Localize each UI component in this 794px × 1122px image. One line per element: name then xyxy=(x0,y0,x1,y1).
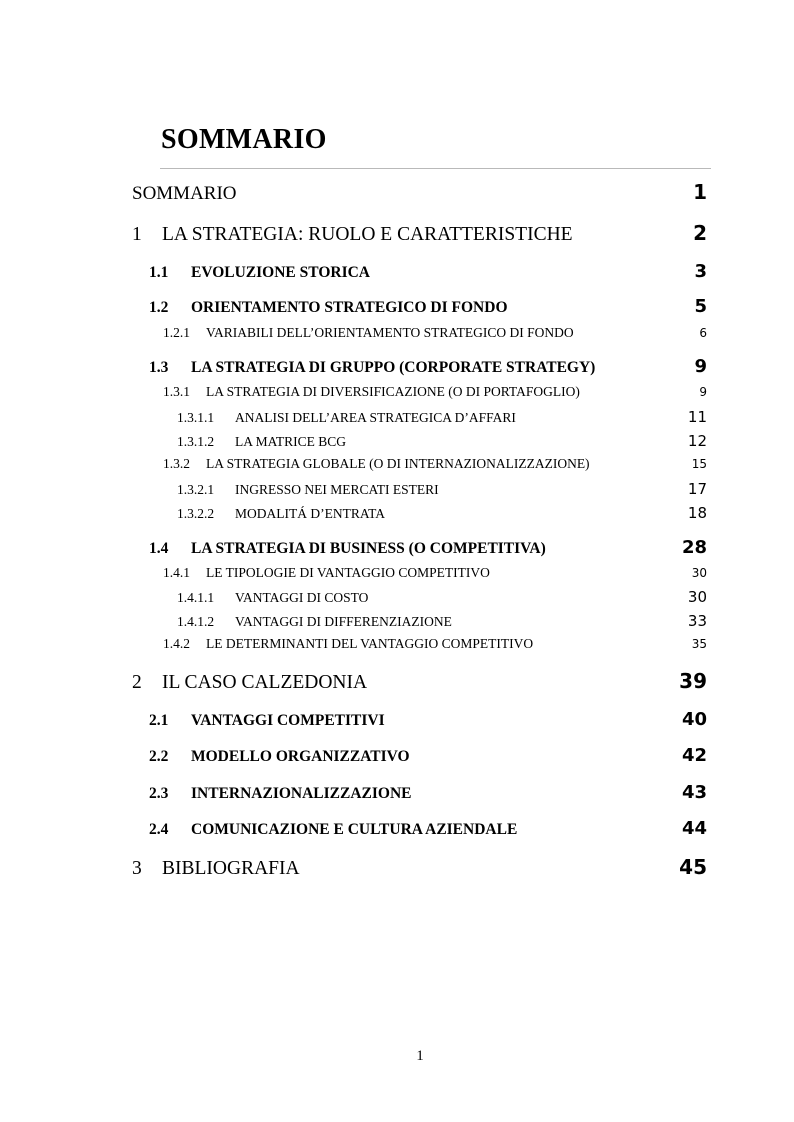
toc-number: 1.2.1 xyxy=(163,325,190,340)
toc-label: LA STRATEGIA DI BUSINESS (O COMPETITIVA) xyxy=(191,540,546,557)
toc-page: 33 xyxy=(687,612,707,630)
toc-label: COMUNICAZIONE E CULTURA AZIENDALE xyxy=(191,821,518,838)
toc-label: ORIENTAMENTO STRATEGICO DI FONDO xyxy=(191,299,508,316)
toc-page: 39 xyxy=(679,669,707,693)
toc-label: VARIABILI DELL’ORIENTAMENTO STRATEGICO DI FONDO xyxy=(206,325,574,340)
toc-page: 9 xyxy=(699,385,707,399)
toc-label: BIBLIOGRAFIA xyxy=(162,858,300,879)
toc-page: 43 xyxy=(681,782,707,803)
toc-page: 40 xyxy=(681,709,707,730)
toc-number: 1.1 xyxy=(149,264,169,281)
toc-label: LA MATRICE BCG xyxy=(235,434,347,449)
toc-page: 6 xyxy=(699,326,707,340)
toc-label: MODELLO ORGANIZZATIVO xyxy=(191,748,410,765)
toc-number: 1.3.1 xyxy=(163,384,190,399)
toc-number: 2.1 xyxy=(149,712,169,729)
toc-number: 1.3.2 xyxy=(163,456,190,471)
toc-number: 1.2 xyxy=(149,299,169,316)
toc-number: 1.3.2.1 xyxy=(177,482,215,497)
toc-entry-chapter-3[interactable] xyxy=(132,855,707,880)
toc-number: 2.2 xyxy=(149,748,169,765)
toc-label: MODALITÁ D’ENTRATA xyxy=(235,506,386,521)
toc-number: 1.3.1.1 xyxy=(177,410,215,425)
toc-entry-subsection-1-3-1[interactable] xyxy=(163,384,707,400)
toc-page: 45 xyxy=(679,855,707,879)
toc-entry-sommario[interactable] xyxy=(132,180,707,205)
toc-entry-subsection-1-2-1[interactable] xyxy=(163,325,707,341)
toc-page: 18 xyxy=(687,504,707,522)
toc-number: 1.4.1.1 xyxy=(177,590,215,605)
toc-page: 17 xyxy=(687,480,707,498)
toc-label: VANTAGGI DI COSTO xyxy=(235,590,369,605)
toc-number: 1.4.1 xyxy=(163,565,190,580)
toc-entry-subsubsection-1-3-2-1[interactable] xyxy=(177,480,707,498)
toc-page: 11 xyxy=(687,408,707,426)
toc-entry-subsection-1-4-2[interactable] xyxy=(163,636,707,652)
toc-entry-section-1-3[interactable] xyxy=(149,356,707,377)
toc-page: 9 xyxy=(694,356,707,377)
toc-page: 30 xyxy=(691,566,707,580)
toc-number: 1.4.2 xyxy=(163,636,190,651)
page-number: 1 xyxy=(416,1048,424,1064)
toc-entry-subsubsection-1-3-1-1[interactable] xyxy=(177,408,707,426)
toc-label: IL CASO CALZEDONIA xyxy=(162,672,368,693)
toc-label: VANTAGGI DI DIFFERENZIAZIONE xyxy=(235,614,452,629)
toc-number: 1.4.1.2 xyxy=(177,614,215,629)
toc-label: VANTAGGI COMPETITIVI xyxy=(191,712,385,729)
toc-entry-subsubsection-1-3-1-2[interactable] xyxy=(177,432,707,450)
toc-label: LE TIPOLOGIE DI VANTAGGIO COMPETITIVO xyxy=(206,565,490,580)
toc-number: 2.4 xyxy=(149,821,169,838)
toc-label: LA STRATEGIA DI GRUPPO (CORPORATE STRATEGY) xyxy=(191,359,596,376)
toc-entry-section-1-2[interactable] xyxy=(149,296,707,317)
toc-page: 42 xyxy=(681,745,707,766)
toc-page: 1 xyxy=(693,180,707,204)
toc-page: 15 xyxy=(691,457,707,471)
toc-label: SOMMARIO xyxy=(132,183,237,204)
toc-label: ANALISI DELL’AREA STRATEGICA D’AFFARI xyxy=(235,410,516,425)
toc-entry-section-2-4[interactable] xyxy=(149,818,707,839)
toc-number: 2.3 xyxy=(149,785,169,802)
toc-entry-subsubsection-1-4-1-1[interactable] xyxy=(177,588,707,606)
toc-page: 28 xyxy=(681,537,707,558)
toc-entry-subsection-1-3-2[interactable] xyxy=(163,456,707,472)
toc-number: 2 xyxy=(132,672,142,693)
toc-page: 5 xyxy=(694,296,707,317)
toc-number: 1.3 xyxy=(149,359,169,376)
toc-entry-section-2-1[interactable] xyxy=(149,709,707,730)
page-title: SOMMARIO xyxy=(161,124,327,155)
toc-entry-section-2-3[interactable] xyxy=(149,782,707,803)
toc-number: 3 xyxy=(132,858,142,879)
toc-page: 44 xyxy=(681,818,707,839)
toc-number: 1.3.2.2 xyxy=(177,506,215,521)
toc-entry-chapter-2[interactable] xyxy=(132,669,707,694)
toc-label: LA STRATEGIA: RUOLO E CARATTERISTICHE xyxy=(162,224,573,245)
toc-label: INGRESSO NEI MERCATI ESTERI xyxy=(235,482,439,497)
toc-entry-section-2-2[interactable] xyxy=(149,745,707,766)
toc-entry-subsubsection-1-3-2-2[interactable] xyxy=(177,504,707,522)
toc-entry-subsection-1-4-1[interactable] xyxy=(163,565,707,581)
toc-label: LA STRATEGIA GLOBALE (O DI INTERNAZIONALIZZAZIONE) xyxy=(206,456,590,471)
toc-page: 3 xyxy=(694,261,707,282)
toc-label: LE DETERMINANTI DEL VANTAGGIO COMPETITIVO xyxy=(206,636,534,651)
toc-number: 1 xyxy=(132,224,142,245)
toc-label: INTERNAZIONALIZZAZIONE xyxy=(191,785,412,802)
toc-entry-section-1-4[interactable] xyxy=(149,537,707,558)
toc-label: LA STRATEGIA DI DIVERSIFICAZIONE (O DI PORTAFOGLIO) xyxy=(206,384,580,399)
toc-entry-chapter-1[interactable] xyxy=(132,221,707,246)
toc-number: 1.3.1.2 xyxy=(177,434,215,449)
toc-label: EVOLUZIONE STORICA xyxy=(191,264,370,281)
title-divider xyxy=(160,168,711,169)
toc-number: 1.4 xyxy=(149,540,169,557)
toc-page: 30 xyxy=(687,588,707,606)
toc-page: 35 xyxy=(691,637,707,651)
toc-page: 12 xyxy=(687,432,707,450)
toc-entry-subsubsection-1-4-1-2[interactable] xyxy=(177,612,707,630)
toc-page: 2 xyxy=(693,221,707,245)
toc-entry-section-1-1[interactable] xyxy=(149,261,707,282)
